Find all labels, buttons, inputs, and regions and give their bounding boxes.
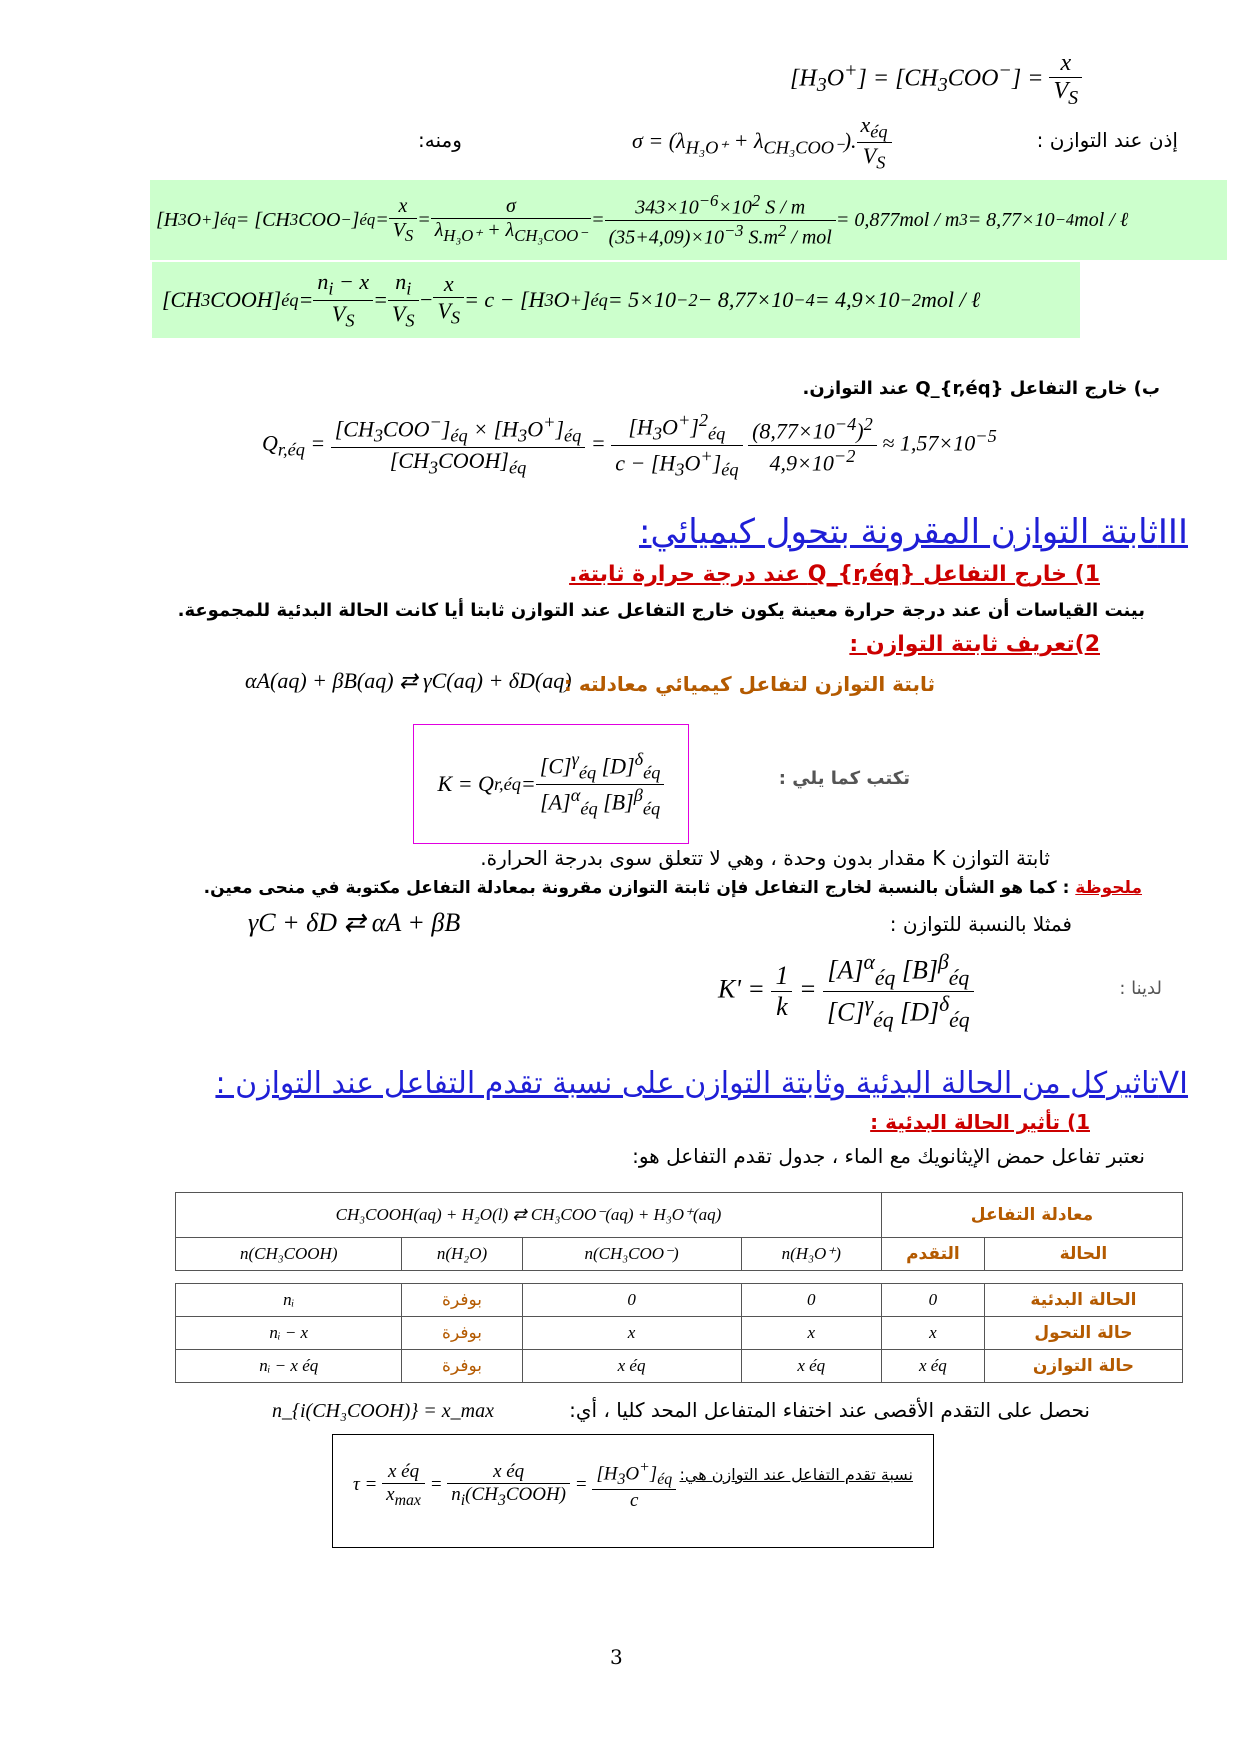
- cell: nᵢ − x éq: [176, 1350, 402, 1383]
- table-row: [176, 1350, 1183, 1383]
- cell: x éq: [881, 1350, 984, 1383]
- tau-formula: τ = $\frac{\text{x éq}}{x_{max}}$ = $\frac{\text{x éq}}{n_i(CH_3COOH)}$ = $\frac{[H_3O^+]_{éq}}{c}$: [353, 1459, 676, 1512]
- cell: بوفرة: [402, 1317, 522, 1350]
- table-row: [176, 1284, 1183, 1317]
- page-number: 3: [610, 1645, 623, 1669]
- header-n-acid: n(CH₃COOH): [176, 1238, 402, 1271]
- header-n-acetate: n(CH₃COO⁻): [522, 1238, 741, 1271]
- note-line: [204, 878, 1142, 898]
- cell: حالة التحول: [984, 1317, 1182, 1350]
- cell: x éq: [522, 1350, 741, 1383]
- k-prime-label: لدينا :: [1119, 978, 1162, 999]
- reaction-label: ثابتة التوازن لتفاعل كيميائي معادلته :: [563, 672, 935, 696]
- label-hence: ومنه:: [418, 128, 462, 152]
- section-3-2-title: 2)تعريف ثابتة التوازن :: [849, 632, 1100, 657]
- cell: بوفرة: [402, 1284, 522, 1317]
- equation-sigma: $\sigma = (\lambda_{H_3O^+} + \lambda_{CH_3COO^-})$. $\frac{x_{éq}}{V_S}$: [632, 112, 892, 174]
- cell: nᵢ − x: [176, 1317, 402, 1350]
- cell: حالة التوازن: [984, 1350, 1182, 1383]
- section-4-1-title: 1) تأثير الحالة البدئية :: [870, 1110, 1090, 1134]
- cell: x éq: [741, 1350, 881, 1383]
- cell: 0: [522, 1284, 741, 1317]
- header-state: الحالة: [984, 1238, 1182, 1271]
- header-n-hydronium: n(H₃O⁺): [741, 1238, 881, 1271]
- q-title: ب) خارج التفاعل Q_{r,éq} عند التوازن.: [802, 378, 1160, 399]
- advancement-table: [175, 1192, 1183, 1383]
- equation-concentration-equality: $[H_3O^+] = [CH_3COO^-]$ = $\frac{x}{V_S}$: [790, 50, 1082, 110]
- table-equation: CH₃COOH(aq) + H₂O(l) ⇄ CH₃COO⁻(aq) + H₃O⁺(aq): [176, 1193, 882, 1238]
- k-prime-formula: K' = $\frac{1}{k}$ = $\frac{[A]^\alpha_{éq} [B]^\beta_{éq}}{[C]^\gamma_{éq} [D]^\delta_{éq}}$: [718, 950, 974, 1033]
- header-advancement: التقدم: [881, 1238, 984, 1271]
- xmax-formula: n_{i(CH₃COOH)} = x_max: [272, 1400, 494, 1422]
- table-equation-label: معادلة التفاعل: [881, 1193, 1182, 1238]
- section-3-1-text: بينت القياسات أن عند درجة حرارة معينة يكون خارج التفاعل عند التوازن ثابتا أيا كانت الحالة البدئية للمجموعة.: [177, 600, 1145, 621]
- section-4-title: VIتاثيركل من الحالة البدئية وثابتة التوازن على نسبة تقدم التفاعل عند التوازن :: [215, 1066, 1188, 1101]
- section-4-1-text: نعتبر تفاعل حمض الإيثانويك مع الماء ، جدول تقدم التفاعل هو:: [632, 1144, 1145, 1168]
- tau-box: [332, 1434, 934, 1548]
- reverse-label: فمثلا بالنسبة للتوازن :: [889, 912, 1072, 936]
- k-label: تكتب كما يلي :: [778, 768, 910, 789]
- reverse-equation: γC + δD ⇄ αA + βB: [248, 908, 461, 937]
- header-n-water: n(H₂O): [402, 1238, 522, 1271]
- cell: x: [522, 1317, 741, 1350]
- section-3-1-title: 1) خارج التفاعل Q_{r,éq} عند درجة حرارة ثابتة.: [569, 562, 1100, 587]
- cell: 0: [881, 1284, 984, 1317]
- cell: x: [881, 1317, 984, 1350]
- reaction-equation: αA(aq) + βB(aq) ⇄ γC(aq) + δD(aq): [245, 668, 572, 693]
- k-description: ثابتة التوازن K مقدار بدون وحدة ، وهي لا تتعلق سوى بدرجة الحرارة.: [480, 846, 1050, 870]
- cell: الحالة البدئية: [984, 1284, 1182, 1317]
- cell: nᵢ: [176, 1284, 402, 1317]
- xmax-text: نحصل على التقدم الأقصى عند اختفاء المتفاعل المحد كليا ، أي:: [569, 1398, 1090, 1422]
- cell: x: [741, 1317, 881, 1350]
- green-box-concentrations: [H 3 O + ] éq = [CH 3 COO − ] éq = $\frac{x}{V_S}$ = $\frac{\sigma}{\lambda_{H_3O^+} + \lambda_{CH_3COO^-}}$ = $\frac{343\times 10^{-6}\times 10^2 S / m}{(35+4,09)\times 10^{-3} S.m^2 / mol}$ = 0,877mol / m 3 = 8,77×10 −4 mol / ℓ: [150, 180, 1227, 260]
- cell: بوفرة: [402, 1350, 522, 1383]
- table-spacer: [176, 1271, 1183, 1284]
- green-box-acid-concentration: [CH 3 COOH] éq = $\frac{n_i - x}{V_S}$ = $\frac{n_i}{V_S}$ − $\frac{x}{V_S}$ = c − [H 3 O + ] éq = 5×10 −2 − 8,77×10 −4 = 4,9×10 −2 mol / ℓ: [152, 262, 1080, 338]
- section-3-title: IIIثابتة التوازن المقرونة بتحول كيميائي:: [638, 512, 1188, 552]
- equation-q-r-eq: $Q_{r,éq}$ = $\frac{[CH_3COO^-]_{éq} \times [H_3O^+]_{éq}}{[CH_3COOH]_{éq}}$ = $\frac{[H_3O^+]^2_{éq}}{c - [H_3O^+]_{éq}}$ $\frac{(8,77\times 10^{-4})^2}{4,9\times 10^{-2}}$ ≈ $1,57\times 10^{-5}$: [262, 410, 997, 480]
- note-label: ملحوظة: [1075, 878, 1142, 898]
- cell: 0: [741, 1284, 881, 1317]
- tau-label: نسبة تقدم التفاعل عند التوازن هي:: [679, 1465, 913, 1484]
- k-definition-box: K = Q r,éq = $\frac{[C]^\gamma_{éq} [D]^\delta_{éq}}{[A]^\alpha_{éq} [B]^\beta_{éq}}$: [413, 724, 689, 844]
- note-text: : كما هو الشأن بالنسبة لخارج التفاعل فإن ثابتة التوازن مقرونة بمعادلة التفاعل مكتوبة في منحى معين.: [203, 878, 1070, 898]
- table-row: [176, 1317, 1183, 1350]
- label-at-equilibrium: إذن عند التوازن :: [1036, 128, 1178, 152]
